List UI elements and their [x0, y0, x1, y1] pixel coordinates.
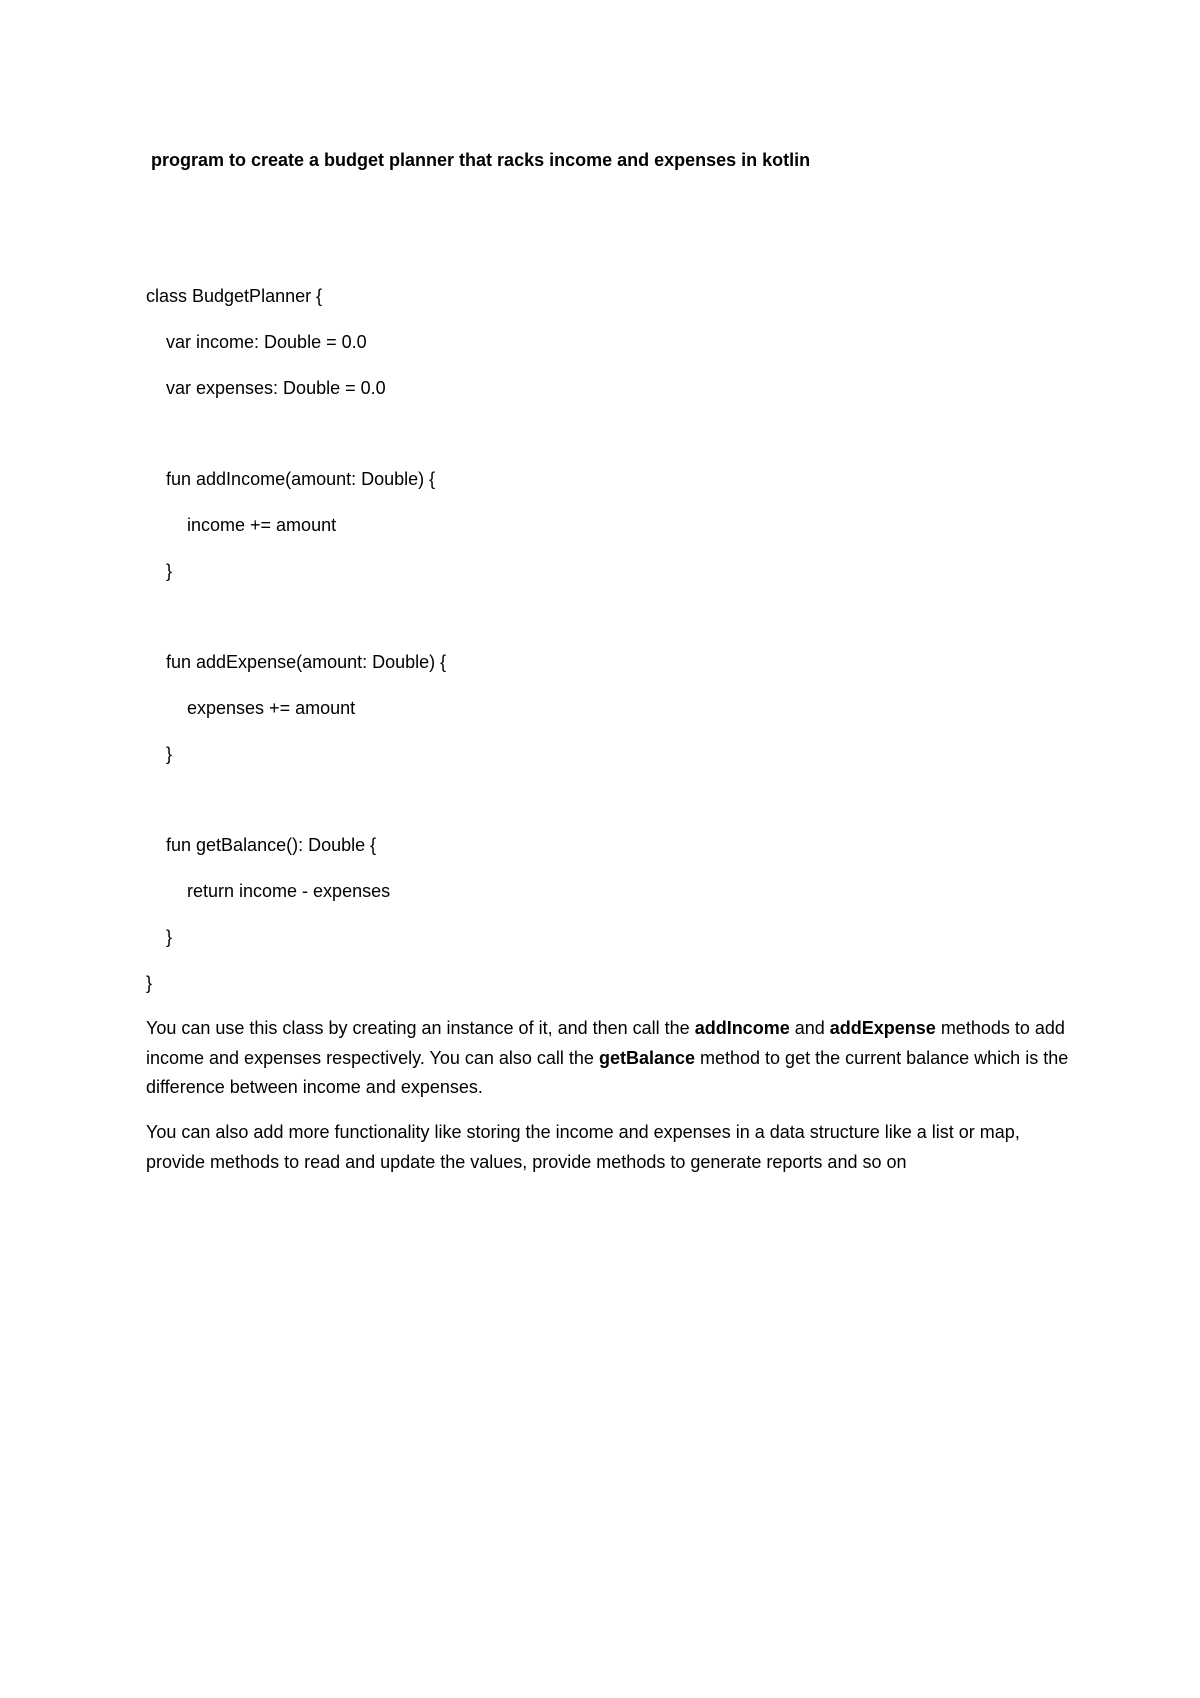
code-line: fun addExpense(amount: Double) { — [166, 652, 447, 672]
usage-paragraph — [146, 1014, 1076, 1103]
code-line: income += amount — [187, 515, 337, 535]
code-line: var income: Double = 0.0 — [166, 332, 367, 352]
code-line: fun addIncome(amount: Double) { — [166, 469, 436, 489]
usage-text: You can use this class by creating an instance of it, and then call the — [146, 1018, 695, 1038]
usage-text: and — [789, 1018, 830, 1038]
code-line: var expenses: Double = 0.0 — [166, 378, 386, 398]
method-name-addincome: addIncome — [694, 1018, 790, 1038]
code-line: class BudgetPlanner { — [146, 286, 323, 306]
code-line: expenses += amount — [187, 698, 356, 718]
document-title: program to create a budget planner that racks income and expenses in kotlin — [151, 150, 811, 170]
method-name-addexpense: addExpense — [829, 1018, 936, 1038]
method-name-getbalance: getBalance — [598, 1047, 695, 1068]
code-line: return income - expenses — [187, 881, 391, 901]
code-line: } — [166, 744, 173, 764]
usage-text: methods to add income and expenses respectively. You can also call the — [146, 1018, 1065, 1068]
extension-paragraph: You can also add more functionality like storing the income and expenses in a data structure like a list or map, provide methods to read and update the values, provide methods to generate reports and so on — [146, 1122, 1020, 1172]
usage-text: method to get the current balance which is the difference between income and expenses. — [146, 1047, 1069, 1097]
code-line: } — [146, 973, 153, 993]
code-line: } — [166, 927, 173, 947]
code-line: } — [166, 561, 173, 581]
code-line: fun getBalance(): Double { — [166, 835, 377, 855]
